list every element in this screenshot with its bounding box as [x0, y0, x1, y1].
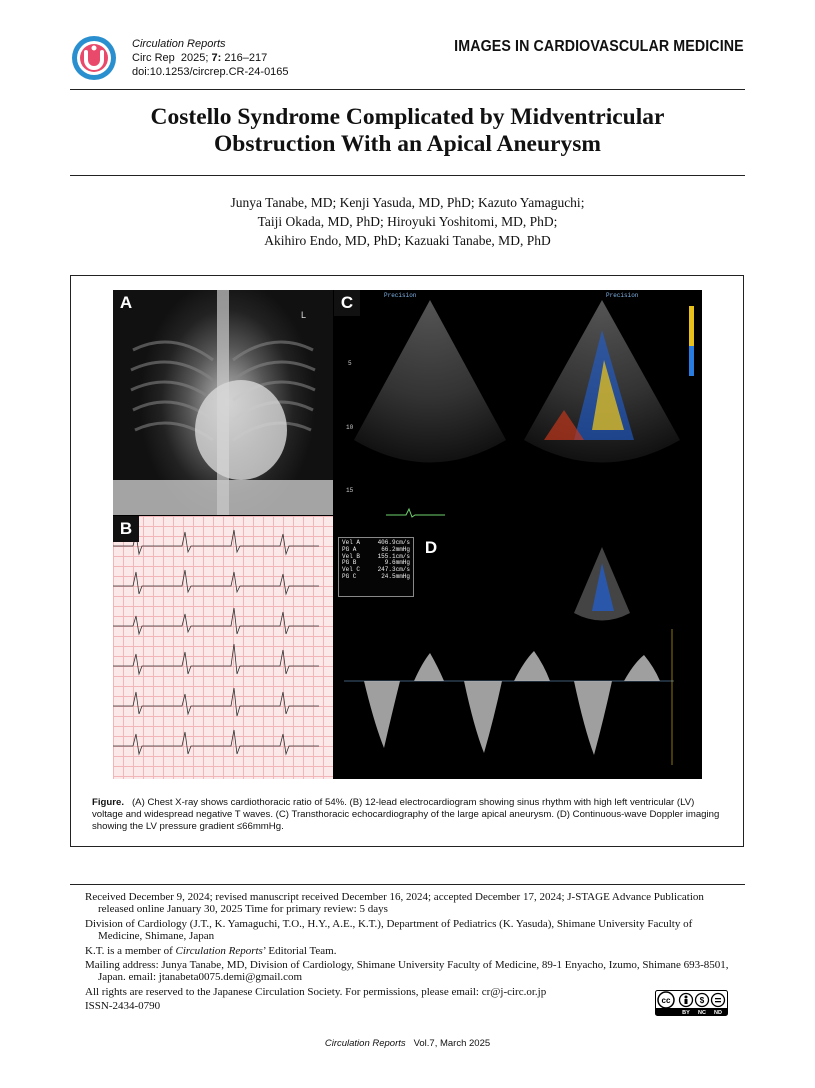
citation-volume: 7: [211, 52, 222, 64]
measurement-row: Vel C 247.3cm/s [342, 566, 410, 574]
panel-c-echocardiography [334, 290, 702, 532]
doppler-measurement-box [338, 537, 414, 597]
doi[interactable]: doi:10.1253/circrep.CR-24-0165 [132, 66, 289, 78]
footer-issue: Vol.7, March 2025 [413, 1038, 491, 1049]
affiliation: Division of Cardiology (J.T., K. Yamaguchi, T.O., H.Y., A.E., K.T.), Department of Pediatrics (K. Yasuda), Shimane University Faculty of Medicine, Shimane, Japan [85, 917, 693, 943]
panel-letter-b: B [113, 516, 139, 542]
issn: ISSN-2434-0790 [85, 1000, 161, 1013]
xray-illustration [113, 290, 333, 515]
panel-b-ecg [113, 516, 333, 779]
brand-label-right: Precision [606, 292, 639, 299]
panel-letter-d: D [424, 538, 438, 557]
measurement-row: PG B 9.6mmHg [342, 559, 410, 567]
ecg-illustration [113, 516, 333, 779]
authors-line-3: Akihiro Endo, MD, PhD; Kazuaki Tanabe, MD, PhD [264, 233, 551, 248]
cc-license-badge[interactable] [655, 990, 728, 1016]
caption-text: (A) Chest X-ray shows cardiothoracic ratio of 54%. (B) 12-lead electrocardiogram showing sinus rhythm with high left ventricular (LV) voltage and widespread negative T waves. (C) Transthoracic echocardiography of the large apical aneurysm. (D) Continuous-wave Doppler imaging showing the LV pressure gradient ≤66mmHg. [92, 797, 720, 832]
citation-year: 2025; [180, 52, 209, 64]
received-dates: Received December 9, 2024; revised manuscript received December 16, 2024; accepted December 17, 2024; J-STAGE Advance Publication released online January 30, 2025 Time for primary review: 5 days [85, 891, 704, 916]
caption-label: Figure. [92, 797, 124, 808]
title-line-2: Obstruction With an Apical Aneurysm [214, 131, 601, 157]
footnotes [85, 891, 731, 1015]
svg-text:ND: ND [714, 1010, 722, 1016]
figure-caption [92, 797, 724, 833]
authors-line-2: Taiji Okada, MD, PhD; Hiroyuki Yoshitomi, MD, PhD; [257, 214, 558, 229]
journal-info [132, 37, 289, 79]
echo-illustration [334, 290, 702, 532]
footnote-rule [70, 884, 745, 885]
nd-icon [712, 994, 725, 1007]
journal-name: Circulation Reports [132, 38, 226, 50]
mailing-address: Mailing address: Junya Tanabe, MD, Division of Cardiology, Shimane University Faculty of Medicine, 89-1 Enyacho, Izumo, Shimane 693-8501, Japan. email: jtanabeta0075.demi@gmail.com [85, 959, 729, 984]
footer-journal: Circulation Reports [324, 1038, 406, 1049]
depth-15: 15 [346, 487, 354, 494]
citation [132, 51, 289, 65]
svg-text:cc: cc [661, 996, 671, 1005]
page-footer [0, 1038, 815, 1049]
authors-line-1: Junya Tanabe, MD; Kenji Yasuda, MD, PhD; Kazuto Yamaguchi; [230, 195, 585, 210]
svg-text:BY: BY [682, 1010, 690, 1016]
echo-sector-left [354, 300, 506, 463]
rights-statement: All rights are reserved to the Japanese Circulation Society. For permissions, please email: cr@j-circ.or.jp [85, 985, 547, 998]
citation-prefix: Circ Rep [132, 52, 175, 64]
measurement-row: PG C 24.5mmHg [342, 572, 410, 580]
svg-text:$: $ [699, 996, 705, 1005]
panel-letter-a: A [113, 290, 139, 316]
doppler-waveforms [364, 651, 660, 755]
figure-images [113, 290, 702, 779]
editorial-member-note: K.T. is a member of Circulation Reports’ Editorial Team. [85, 944, 337, 957]
panel-d-doppler [334, 533, 702, 779]
panel-letter-c: C [334, 290, 360, 316]
xray-side-marker: L [301, 310, 307, 320]
svg-text:NC: NC [698, 1010, 706, 1016]
title-rule [70, 175, 745, 176]
section-label: IMAGES IN CARDIOVASCULAR MEDICINE [454, 38, 744, 55]
depth-5: 5 [348, 360, 352, 367]
journal-logo [70, 34, 118, 82]
author-list [70, 193, 745, 250]
measurement-row: PG A 66.2mmHg [342, 545, 410, 553]
panel-a-chest-xray [113, 290, 333, 515]
depth-10: 10 [346, 424, 354, 431]
ecg-trace [386, 509, 445, 517]
measurement-row: Vel B 155.1cm/s [342, 552, 410, 560]
title-line-1: Costello Syndrome Complicated by Midventricular [150, 104, 665, 130]
measurement-row: Vel A 406.9cm/s [342, 539, 410, 546]
brand-label-left: Precision [384, 292, 417, 299]
color-scale-bar [689, 306, 694, 346]
citation-pages: 216–217 [224, 52, 268, 64]
article-title [70, 104, 745, 158]
header-rule [70, 89, 745, 90]
